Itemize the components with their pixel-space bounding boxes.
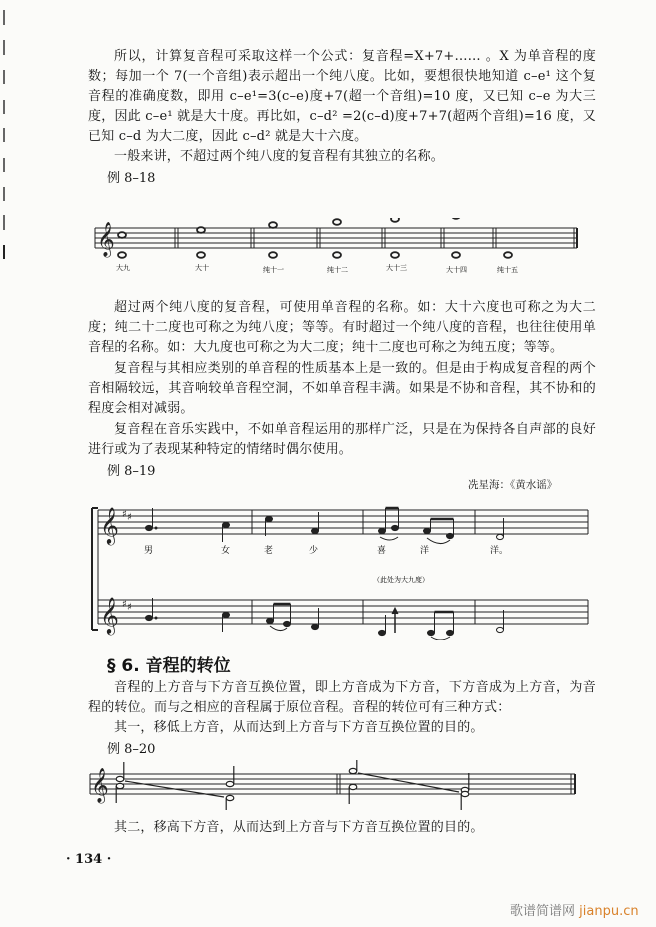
sharp-icon: ♯	[127, 512, 132, 523]
page-number: · 134 ·	[66, 852, 112, 867]
svg-text:老: 老	[264, 546, 274, 556]
treble-clef-icon: 𝄞	[97, 222, 115, 257]
paragraph-method-one: 其一，移低上方音，从而达到上方音与下方音互换位置的目的。	[114, 720, 484, 735]
svg-text:纯十一: 纯十一	[263, 266, 284, 273]
watermark-url: jianpu.cn	[579, 904, 639, 919]
example-label-8-19: 例 8–19	[107, 464, 156, 479]
paragraph-single-interval-names: 超过两个纯八度的复音程，可使用单音程的名称。如：大十六度也可称之为大二度；纯二十二度也可称之为纯八度；等等。有时超过一个纯八度的音程，也往往使用单音程的名称。如：大九度也可称之为大二度；纯十二度也可称之为纯五度；等等。	[88, 300, 596, 355]
watermark-text: 歌谱简谱网	[510, 904, 576, 919]
staff-example-8-19	[90, 500, 600, 640]
example-label-8-20: 例 8–20	[107, 742, 156, 757]
section-heading: § 6. 音程的转位	[107, 656, 231, 676]
treble-clef-icon: 𝄞	[100, 596, 119, 634]
watermark	[510, 900, 639, 919]
svg-text:男: 男	[144, 546, 154, 556]
svg-text:纯十二: 纯十二	[327, 266, 348, 273]
svg-text:洋: 洋	[420, 546, 430, 556]
sharp-icon: ♯	[122, 509, 127, 520]
staff-example-8-20	[85, 760, 585, 810]
svg-text:纯十五: 纯十五	[497, 266, 518, 273]
svg-text:洋。: 洋。	[490, 546, 509, 556]
svg-text:大十: 大十	[195, 264, 209, 272]
example-label-8-18: 例 8–18	[107, 171, 156, 186]
binding-marks	[0, 0, 10, 927]
svg-text:大十四: 大十四	[446, 266, 467, 273]
staff-example-8-18	[90, 218, 590, 273]
paragraph-method-two: 其二，移高下方音，从而达到上方音与下方音互换位置的目的。	[114, 820, 484, 835]
paragraph-properties: 复音程与其相应类别的单音程的性质基本上是一致的。但是由于构成复音程的两个音相隔较远，其音响较单音程空洞，不如单音程丰满。如果是不协和音程，其不协和的程度会相对减弱。	[88, 361, 596, 416]
svg-text:大十三: 大十三	[386, 264, 407, 272]
svg-text:（此处为大九度）: （此处为大九度）	[373, 576, 429, 584]
svg-text:女: 女	[221, 546, 231, 556]
attribution: 冼星海：《黄水谣》	[468, 479, 558, 491]
paragraph-formula: 所以，计算复音程可采取这样一个公式：复音程=X+7+…… 。X 为单音程的度数；每加一个 7(一个音组)表示超出一个纯八度。比如，要想很快地知道 c–e¹ 这个复音程的准确度数，即用 c–e¹=3(c–e)度+7(超一个音组)=10 度，又已知 c–e 为大三度，因此 c–e¹ 就是大十度。再比如，c–d² =2(c–d)度+7+7(超两个音组)=16 度，又已知 c–d 为大二度，因此 c–d² 就是大十六度。	[88, 49, 596, 144]
paragraph-independent-names: 一般来讲，不超过两个纯八度的复音程有其独立的名称。	[114, 149, 445, 164]
paragraph-practice: 复音程在音乐实践中，不如单音程运用的那样广泛，只是在为保持各自声部的良好进行或为了表现某种特定的情绪时偶尔使用。	[88, 422, 596, 457]
treble-clef-icon: 𝄞	[100, 506, 119, 544]
sharp-icon: ♯	[127, 602, 132, 613]
svg-text:喜: 喜	[377, 546, 387, 556]
svg-text:少: 少	[309, 546, 319, 556]
svg-text:大九: 大九	[116, 264, 130, 272]
paragraph-inversion-definition: 音程的上方音与下方音互换位置，即上方音成为下方音，下方音成为上方音，为音程的转位。而与之相应的音程属于原位音程。音程的转位可有三种方式：	[88, 680, 596, 715]
treble-clef-icon: 𝄞	[91, 768, 109, 803]
sharp-icon: ♯	[122, 599, 127, 610]
